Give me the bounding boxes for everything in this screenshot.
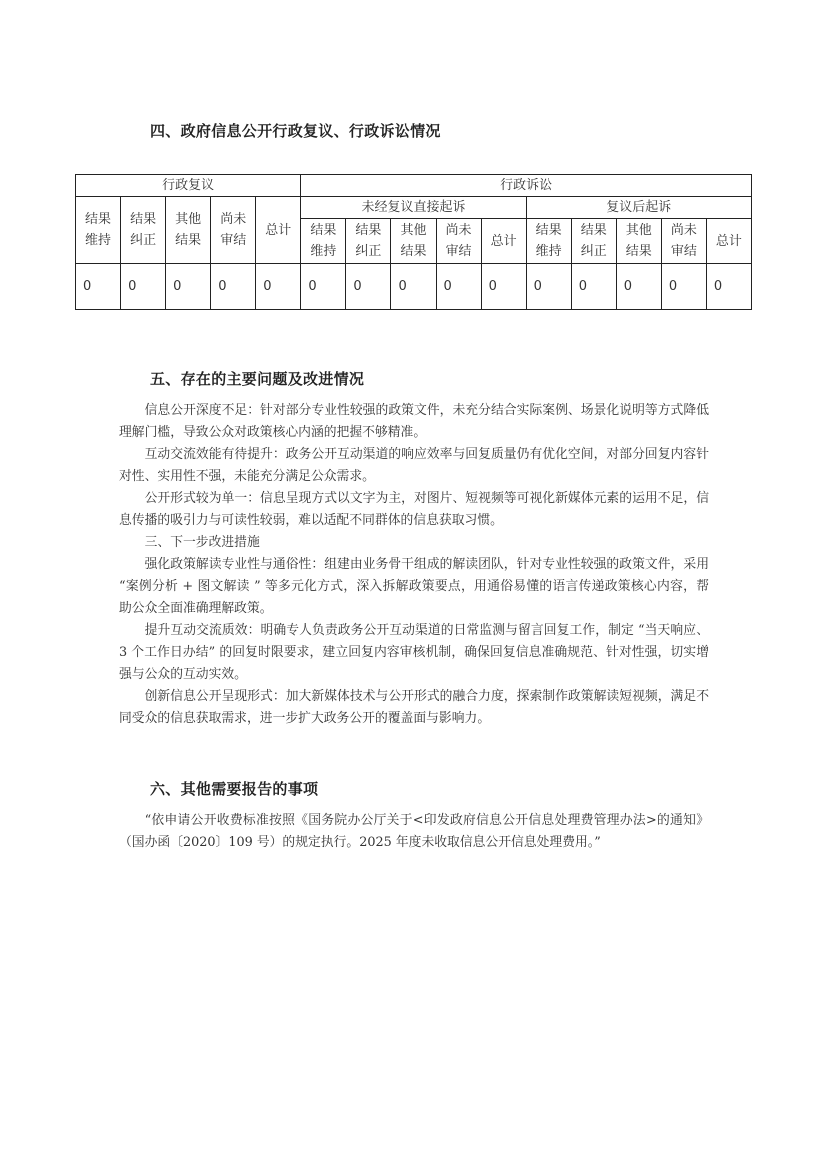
paragraph: “依申请公开收费标准按照《国务院办公厅关于<印发政府信息公开信息处理费管理办法>的通知》（国办函〔2020〕109 号）的规定执行。2025 年度未收取信息公开信息处理费用。” (119, 813, 709, 850)
table-cell: 0 (76, 264, 121, 310)
col-header: 结果 纠正 (121, 197, 166, 264)
col-header: 其他 结果 (166, 197, 211, 264)
col-header: 尚未 审结 (211, 197, 256, 264)
col-header: 结果 维持 (301, 219, 346, 264)
col-header: 总计 (481, 219, 526, 264)
col-header: 结果 纠正 (346, 219, 391, 264)
table-cell: 0 (661, 264, 706, 310)
col-header: 尚未 审结 (436, 219, 481, 264)
col-header: 总计 (256, 197, 301, 264)
paragraph: 信息公开深度不足：针对部分专业性较强的政策文件，未充分结合实际案例、场景化说明等方式降低理解门槛，导致公众对政策核心内涵的把握不够精准。 (119, 403, 709, 440)
paragraph: 强化政策解读专业性与通俗性：组建由业务骨干组成的解读团队，针对专业性较强的政策文件，采用 “案例分析 + 图文解读 ” 等多元化方式，深入拆解政策要点，用通俗易懂的语言传递政策核心内容，帮助公众全面准确理解政策。 (119, 557, 709, 616)
table-cell: 0 (256, 264, 301, 310)
table-cell: 0 (121, 264, 166, 310)
col-header: 结果 维持 (526, 219, 571, 264)
table-cell: 0 (391, 264, 436, 310)
subheading-next-steps: 三、下一步改进措施 (144, 535, 260, 550)
section6-body (119, 810, 709, 854)
section5-body (119, 400, 709, 730)
table-cell: 0 (211, 264, 256, 310)
table-cell: 0 (526, 264, 571, 310)
paragraph: 创新信息公开呈现形式：加大新媒体技术与公开形式的融合力度，探索制作政策解读短视频，满足不同受众的信息获取需求，进一步扩大政务公开的覆盖面与影响力。 (119, 689, 709, 726)
col-header: 结果 维持 (76, 197, 121, 264)
table-cell: 0 (706, 264, 751, 310)
table-cell: 0 (616, 264, 661, 310)
table-cell: 0 (481, 264, 526, 310)
table-cell: 0 (166, 264, 211, 310)
section6-title: 六、其他需要报告的事项 (150, 780, 319, 798)
table-cell: 0 (571, 264, 616, 310)
header-review: 行政复议 (76, 175, 301, 197)
section5-title: 五、存在的主要问题及改进情况 (150, 370, 365, 388)
header-litigation: 行政诉讼 (301, 175, 752, 197)
col-header: 尚未 审结 (661, 219, 706, 264)
section4-title: 四、政府信息公开行政复议、行政诉讼情况 (150, 122, 441, 140)
table-cell: 0 (346, 264, 391, 310)
paragraph: 公开形式较为单一：信息呈现方式以文字为主，对图片、短视频等可视化新媒体元素的运用不足，信息传播的吸引力与可读性较弱，难以适配不同群体的信息获取习惯。 (119, 491, 709, 528)
col-header: 总计 (706, 219, 751, 264)
header-suit-after-review: 复议后起诉 (526, 197, 751, 219)
col-header: 结果 纠正 (571, 219, 616, 264)
review-litigation-table (75, 174, 752, 310)
paragraph: 互动交流效能有待提升：政务公开互动渠道的响应效率与回复质量仍有优化空间，对部分回复内容针对性、实用性不强，未能充分满足公众需求。 (119, 447, 709, 484)
header-direct-suit: 未经复议直接起诉 (301, 197, 526, 219)
col-header: 其他 结果 (616, 219, 661, 264)
table-cell: 0 (436, 264, 481, 310)
table-row (76, 264, 752, 310)
table-cell: 0 (301, 264, 346, 310)
col-header: 其他 结果 (391, 219, 436, 264)
paragraph: 提升互动交流质效：明确专人负责政务公开互动渠道的日常监测与留言回复工作，制定 “当天响应、3 个工作日办结” 的回复时限要求，建立回复内容审核机制，确保回复信息准确规范、针对性强，切实增强与公众的互动实效。 (119, 623, 709, 682)
